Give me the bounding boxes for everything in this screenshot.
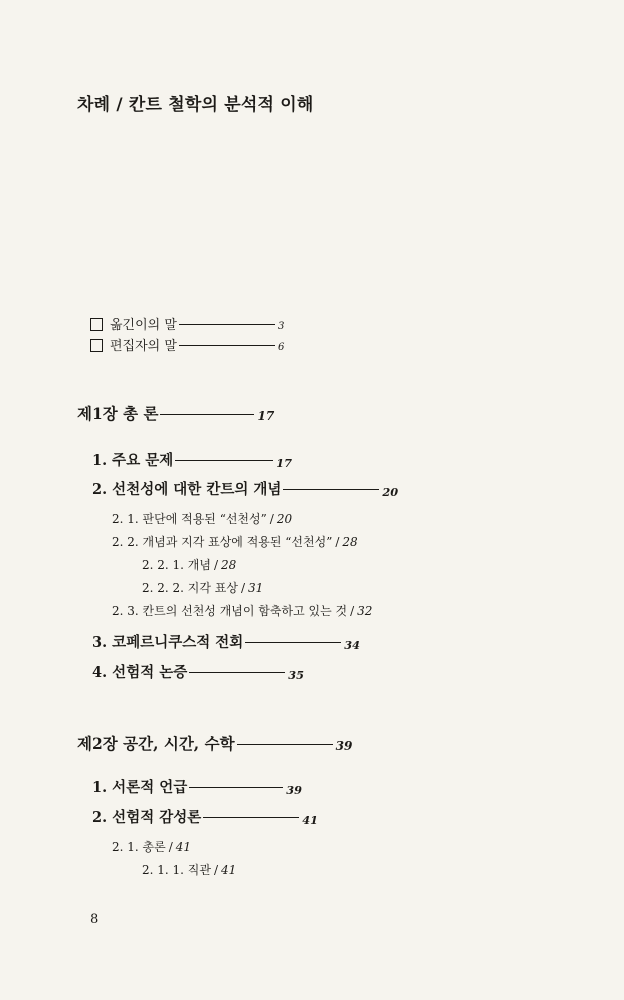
dot-leader [237, 744, 333, 745]
toc-entry-label: 옮긴이의 말 [110, 318, 177, 333]
toc-subsection-label: 2. 2. 개념과 지각 표상에 적용된 “선천성” [112, 535, 333, 549]
dot-leader [175, 460, 273, 461]
toc-section-label: 2. 선험적 감성론 [92, 809, 202, 826]
toc-subsection-label: 2. 2. 1. 개념 [142, 558, 211, 572]
toc-section-page: 20 [382, 484, 399, 499]
separator: / [168, 839, 173, 854]
toc-subsection-label: 2. 3. 칸트의 선천성 개념이 함축하고 있는 것 [112, 604, 348, 618]
dot-leader [179, 345, 275, 346]
toc-section-1-4[interactable] [92, 661, 304, 682]
separator: / [213, 862, 219, 877]
toc-subsection-page: 28 [342, 534, 358, 549]
toc-section-page: 35 [288, 667, 305, 682]
toc-subsection-page: 41 [221, 862, 237, 877]
dot-leader [245, 642, 341, 643]
checkbox-icon [90, 339, 103, 352]
toc-subsection-label: 2. 2. 2. 지각 표상 [142, 581, 238, 595]
toc-section-label: 2. 선천성에 대한 칸트의 개념 [92, 481, 282, 498]
toc-subsection-2-2-2[interactable] [142, 579, 263, 596]
separator: / [350, 603, 355, 618]
separator: / [213, 557, 219, 572]
toc-subsection-label: 2. 1. 총론 [112, 840, 166, 854]
toc-chapter-1[interactable] [77, 402, 274, 424]
dot-leader [189, 672, 285, 673]
toc-subsection-2-2-1-intro[interactable] [112, 838, 191, 855]
toc-section-label: 3. 코페르니쿠스적 전회 [92, 634, 244, 651]
toc-subsection-page: 41 [175, 839, 192, 854]
toc-section-1-1[interactable] [92, 449, 292, 470]
toc-subsection-2-3[interactable] [112, 602, 372, 619]
dot-leader [189, 787, 283, 788]
toc-chapter-page: 39 [335, 739, 353, 753]
dot-leader [283, 489, 379, 490]
toc-section-1-3[interactable] [92, 631, 360, 652]
toc-chapter-2[interactable] [77, 732, 352, 754]
page-number: 8 [90, 912, 99, 927]
toc-entry-translator-preface[interactable] [90, 314, 284, 333]
toc-subsection-page: 31 [248, 580, 264, 595]
toc-entry-label: 편집자의 말 [110, 339, 177, 354]
toc-subsection-page: 20 [276, 511, 293, 526]
toc-section-page: 17 [276, 455, 292, 470]
toc-section-page: 34 [344, 637, 361, 652]
toc-subsection-2-2[interactable] [112, 533, 358, 550]
toc-subsection-label: 2. 1. 1. 직관 [142, 863, 211, 877]
toc-subsection-2-2-1[interactable] [142, 556, 236, 573]
dot-leader [160, 414, 254, 415]
checkbox-icon [90, 318, 103, 331]
separator: / [269, 511, 274, 526]
toc-subsection-label: 2. 1. 판단에 적용된 “선천성” [112, 512, 267, 526]
toc-chapter-label: 제1장 총 론 [77, 404, 159, 423]
toc-subsection-page: 32 [357, 603, 373, 618]
toc-section-label: 4. 선험적 논증 [92, 664, 188, 681]
dot-leader [203, 817, 299, 818]
toc-entry-editor-preface[interactable] [90, 335, 284, 354]
toc-section-page: 39 [286, 782, 303, 797]
toc-section-2-2[interactable] [92, 806, 318, 827]
toc-entry-page: 6 [277, 342, 285, 353]
separator: / [335, 534, 340, 549]
toc-section-2-1[interactable] [92, 776, 302, 797]
toc-section-1-2[interactable] [92, 478, 398, 499]
toc-entry-page: 3 [277, 321, 285, 332]
toc-section-label: 1. 서론적 언급 [92, 779, 188, 796]
page-title: 차례 / 칸트 철학의 분석적 이해 [77, 95, 314, 115]
toc-subsection-2-1[interactable] [112, 510, 292, 527]
toc-subsection-page: 28 [221, 557, 237, 572]
toc-chapter-page: 17 [257, 409, 275, 423]
dot-leader [179, 324, 275, 325]
toc-section-label: 1. 주요 문제 [92, 452, 174, 469]
toc-section-page: 41 [302, 812, 319, 827]
separator: / [240, 580, 246, 595]
toc-subsection-2-2-1-1[interactable] [142, 861, 236, 878]
toc-chapter-label: 제2장 공간, 시간, 수학 [77, 734, 235, 753]
